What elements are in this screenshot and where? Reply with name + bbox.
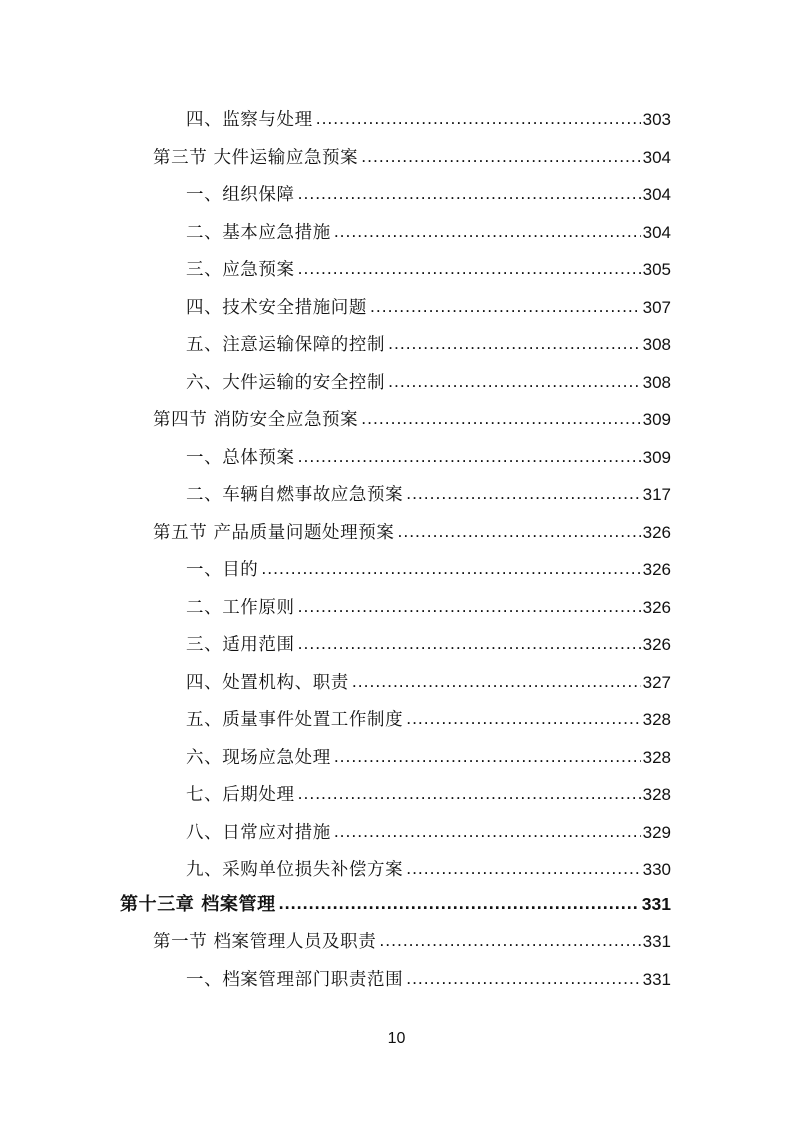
toc-entry[interactable] bbox=[186, 217, 671, 247]
toc-entry-title: 七、后期处理 bbox=[186, 785, 295, 805]
toc-dot-leader bbox=[298, 628, 641, 658]
toc-entry[interactable] bbox=[186, 292, 671, 322]
toc-entry-title: 四、监察与处理 bbox=[186, 110, 313, 130]
toc-dot-leader bbox=[334, 216, 641, 246]
toc-entry-title: 三、应急预案 bbox=[186, 260, 295, 280]
toc-entry-title: 一、目的 bbox=[186, 560, 259, 580]
toc-entry-page: 326 bbox=[642, 635, 671, 654]
toc-entry-title: 一、组织保障 bbox=[186, 185, 295, 205]
toc-entry-title: 第四节 消防安全应急预案 bbox=[153, 410, 359, 430]
toc-entry-page: 328 bbox=[642, 747, 671, 767]
toc-entry-page: 304 bbox=[642, 222, 671, 242]
toc-entry-page: 304 bbox=[642, 185, 671, 204]
toc-dot-leader bbox=[298, 178, 641, 208]
toc-entry[interactable] bbox=[186, 592, 671, 622]
toc-dot-leader bbox=[334, 816, 641, 846]
toc-dot-leader bbox=[388, 366, 641, 396]
toc-entry-title: 五、注意运输保障的控制 bbox=[186, 335, 386, 355]
toc-entry-page: 303 bbox=[642, 110, 671, 129]
toc-dot-leader bbox=[388, 328, 641, 358]
toc-entry[interactable] bbox=[153, 404, 671, 434]
toc-entry-title: 二、车辆自燃事故应急预案 bbox=[186, 485, 404, 505]
toc-entry-page: 326 bbox=[642, 597, 671, 617]
toc-dot-leader bbox=[370, 291, 641, 321]
toc-dot-leader bbox=[406, 478, 640, 508]
toc-entry-title: 九、采购单位损失补偿方案 bbox=[186, 860, 404, 880]
toc-entry-page: 328 bbox=[642, 785, 671, 804]
toc-entry-title: 四、技术安全措施问题 bbox=[186, 297, 367, 318]
toc-dot-leader bbox=[298, 253, 641, 283]
toc-dot-leader bbox=[334, 741, 641, 771]
toc-entry-title: 六、现场应急处理 bbox=[186, 747, 331, 768]
toc-dot-leader bbox=[406, 703, 640, 733]
toc-dot-leader bbox=[361, 403, 640, 433]
toc-entry-title: 五、质量事件处置工作制度 bbox=[186, 710, 404, 730]
toc-entry-title: 一、档案管理部门职责范围 bbox=[186, 970, 404, 990]
toc-dot-leader bbox=[352, 666, 641, 696]
toc-dot-leader bbox=[298, 778, 641, 808]
toc-entry[interactable] bbox=[186, 779, 671, 809]
toc-entry[interactable] bbox=[186, 667, 671, 697]
toc-entry-page: 331 bbox=[642, 932, 671, 951]
toc-entry-title: 第五节 产品质量问题处理预案 bbox=[153, 522, 395, 543]
toc-dot-leader bbox=[361, 141, 640, 171]
toc-entry-title: 第十三章 档案管理 bbox=[120, 894, 276, 915]
toc-entry-page: 328 bbox=[642, 710, 671, 729]
toc-entry[interactable] bbox=[186, 254, 671, 284]
toc-entry[interactable] bbox=[186, 629, 671, 659]
toc-entry-title: 第一节 档案管理人员及职责 bbox=[153, 932, 377, 952]
toc-dot-leader bbox=[261, 553, 640, 583]
toc-dot-leader bbox=[379, 925, 640, 955]
toc-dot-leader bbox=[279, 888, 640, 918]
toc-entry[interactable] bbox=[186, 704, 671, 734]
toc-entry[interactable] bbox=[186, 817, 671, 847]
toc-entry-page: 309 bbox=[642, 447, 671, 467]
toc-entry-page: 308 bbox=[642, 372, 671, 392]
toc-entry-title: 八、日常应对措施 bbox=[186, 822, 331, 843]
toc-entry[interactable] bbox=[186, 854, 671, 884]
toc-entry[interactable] bbox=[120, 889, 671, 919]
page-number: 10 bbox=[387, 1030, 406, 1047]
toc-entry[interactable] bbox=[186, 479, 671, 509]
toc-entry[interactable] bbox=[186, 964, 671, 994]
toc-entry-page: 317 bbox=[642, 485, 671, 504]
toc-entry-page: 329 bbox=[642, 822, 671, 842]
toc-entry-title: 六、大件运输的安全控制 bbox=[186, 372, 386, 393]
toc-entry-page: 326 bbox=[642, 560, 671, 579]
toc-entry[interactable] bbox=[186, 554, 671, 584]
toc-dot-leader bbox=[298, 441, 641, 471]
toc-entry-page: 331 bbox=[642, 970, 671, 989]
toc-entry-title: 二、基本应急措施 bbox=[186, 222, 331, 243]
toc-entry-page: 330 bbox=[642, 860, 671, 879]
toc-entry-page: 331 bbox=[641, 894, 671, 914]
toc-entry[interactable] bbox=[153, 926, 671, 956]
toc-entry-page: 326 bbox=[642, 522, 671, 542]
toc-entry-title: 一、总体预案 bbox=[186, 447, 295, 468]
toc-entry-page: 308 bbox=[642, 335, 671, 354]
toc-entry[interactable] bbox=[186, 329, 671, 359]
toc-entry-title: 三、适用范围 bbox=[186, 635, 295, 655]
toc-dot-leader bbox=[316, 103, 641, 133]
toc-entry[interactable] bbox=[153, 517, 671, 547]
toc-dot-leader bbox=[298, 591, 641, 621]
toc-dot-leader bbox=[406, 853, 640, 883]
toc-dot-leader bbox=[397, 516, 640, 546]
toc-dot-leader bbox=[406, 963, 640, 993]
toc-entry[interactable] bbox=[186, 104, 671, 134]
toc-entry[interactable] bbox=[186, 179, 671, 209]
toc-entry-page: 304 bbox=[642, 147, 671, 167]
toc-entry[interactable] bbox=[153, 142, 671, 172]
toc-entry-page: 307 bbox=[642, 297, 671, 317]
toc-entry[interactable] bbox=[186, 742, 671, 772]
toc-entry-title: 第三节 大件运输应急预案 bbox=[153, 147, 359, 168]
toc-entry[interactable] bbox=[186, 442, 671, 472]
toc-entry-page: 305 bbox=[642, 260, 671, 279]
toc-entry-page: 327 bbox=[642, 672, 671, 692]
toc-entry-title: 二、工作原则 bbox=[186, 597, 295, 618]
toc-entry-page: 309 bbox=[642, 410, 671, 429]
toc-entry[interactable] bbox=[186, 367, 671, 397]
toc-entry-title: 四、处置机构、职责 bbox=[186, 672, 349, 693]
